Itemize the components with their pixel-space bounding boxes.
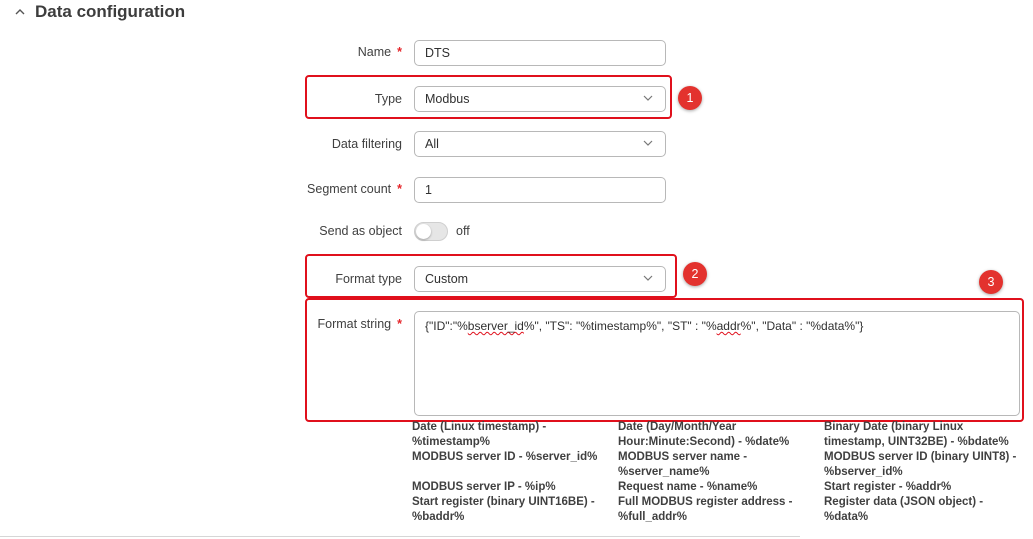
- segment-count-input[interactable]: [414, 177, 666, 203]
- help-item: Start register - %addr%: [824, 481, 952, 493]
- format-type-value: Custom: [425, 272, 469, 286]
- help-item: Start register (binary UINT16BE) - %baddr%: [412, 496, 595, 523]
- section-title: Data configuration: [35, 2, 186, 21]
- section-header-data-configuration[interactable]: [14, 0, 185, 24]
- name-label: Name *: [357, 45, 402, 59]
- help-item: MODBUS server ID - %server_id%: [412, 451, 598, 463]
- help-item: Date (Day/Month/Year Hour:Minute:Second) - %date%: [618, 421, 790, 448]
- type-value: Modbus: [425, 92, 470, 106]
- required-marker: *: [397, 45, 402, 59]
- format-type-select[interactable]: [414, 266, 666, 292]
- name-value: DTS: [425, 46, 450, 60]
- help-item: MODBUS server name - %server_name%: [618, 451, 748, 478]
- type-select[interactable]: [414, 86, 666, 112]
- help-item: Register data (JSON object) - %data%: [824, 496, 984, 523]
- data-filtering-select[interactable]: [414, 131, 666, 157]
- chevron-up-icon: [14, 6, 26, 18]
- divider: [0, 536, 800, 537]
- send-as-object-label: Send as object: [319, 224, 402, 238]
- help-item: Full MODBUS register address - %full_addr%: [618, 496, 793, 523]
- help-item: Request name - %name%: [618, 481, 758, 493]
- segment-count-label: Segment count *: [307, 182, 402, 196]
- help-item: Binary Date (binary Linux timestamp, UINT32BE) - %bdate%: [824, 421, 1009, 448]
- help-item: MODBUS server IP - %ip%: [412, 481, 556, 493]
- toggle-knob: [416, 224, 431, 239]
- help-item: Date (Linux timestamp) - %timestamp%: [412, 421, 547, 448]
- chevron-down-icon: [643, 275, 653, 281]
- format-string-label: Format string *: [317, 317, 402, 331]
- callout-badge-3: 3: [979, 270, 1003, 294]
- callout-badge-1: 1: [678, 86, 702, 110]
- help-item: MODBUS server ID (binary UINT8) - %bserver_id%: [824, 451, 1017, 478]
- chevron-down-icon: [643, 140, 653, 146]
- format-string-textarea[interactable]: {"ID":"%bserver_id%", "TS": "%timestamp%", "ST" : "%addr%", "Data" : "%data%"}: [414, 311, 1020, 416]
- data-filtering-label: Data filtering: [331, 137, 402, 151]
- chevron-down-icon: [643, 95, 653, 101]
- send-as-object-toggle[interactable]: [414, 222, 448, 241]
- format-variables-help: [412, 420, 1027, 525]
- required-marker: *: [397, 317, 402, 331]
- data-filtering-value: All: [425, 137, 439, 151]
- name-input[interactable]: [414, 40, 666, 66]
- format-type-label: Format type: [335, 272, 402, 286]
- toggle-state-text: off: [456, 224, 470, 238]
- type-label: Type: [374, 92, 402, 106]
- segment-count-value: 1: [425, 183, 432, 197]
- callout-badge-2: 2: [683, 262, 707, 286]
- required-marker: *: [397, 182, 402, 196]
